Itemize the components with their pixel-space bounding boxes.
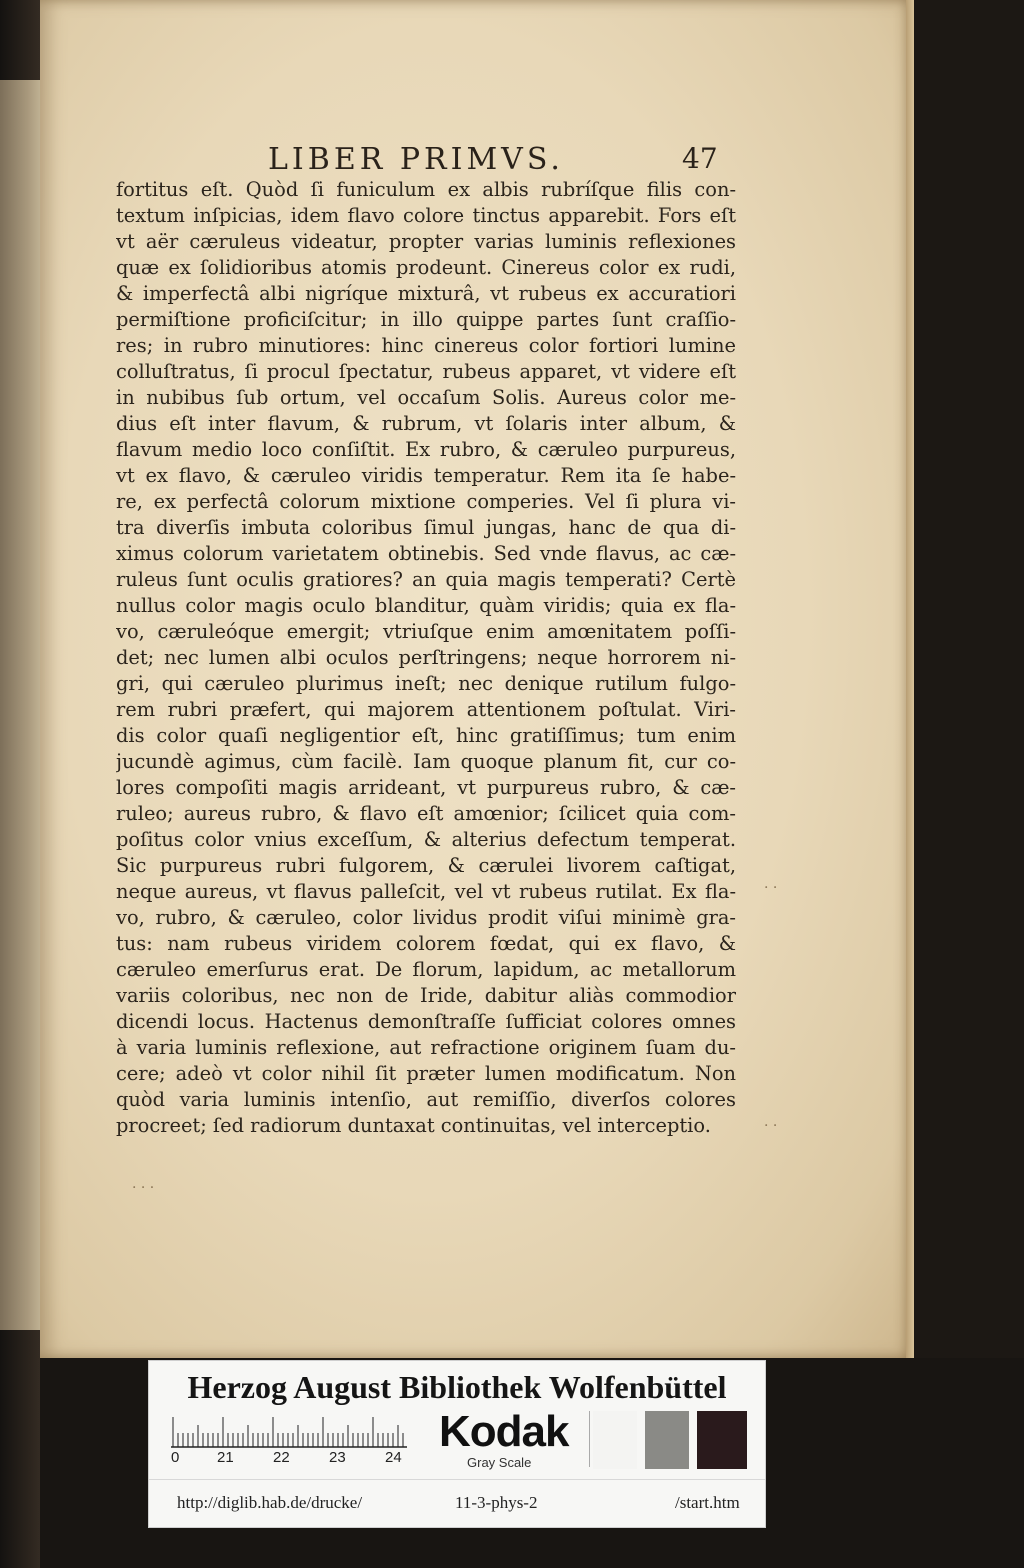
text-line: procreet; ſed radiorum duntaxat continuitas, vel interceptio. [116,1114,711,1137]
ruler-labels [169,1449,409,1469]
text-line: jucundè agimus, cùm facilè. Iam quoque planum fit, cur co- [116,750,736,773]
url-prefix: http://diglib.hab.de/drucke/ [177,1493,363,1512]
text-line: neque aureus, vt flavus palleſcit, vel vt rubeus rutilat. Ex fla- [116,880,736,903]
text-line: vo, cæruleóque emergit; vtriuſque enim amœnitatem poſſi- [116,620,736,643]
running-head: LIBER PRIMVS. [268,142,564,177]
text-line: poſitus color vnius exceſſum, & alterius defectum temperat. [116,828,736,851]
text-line: gri, qui cæruleo plurimus ineſt; nec denique rutilum fulgo- [116,672,736,695]
color-scale-card [148,1360,766,1528]
gray-scale-label: Gray Scale [467,1455,532,1470]
text-line: ruleus ſunt oculis gratiores? an quia magis temperati? Certè [116,568,736,591]
text-line: re, ex perfectâ colorum mixtione comperies. Vel ſi plura vi- [116,490,736,513]
ruler-scale [171,1413,407,1449]
text-line: det; nec lumen albi oculos perſtringens; neque horrorem ni- [116,646,736,669]
ruler-label: 21 [217,1449,234,1466]
text-line: cæruleo emerſurus erat. De florum, lapidum, ac metallorum [116,958,736,981]
page-number: 47 [682,142,718,175]
gray-patch-black [697,1411,747,1469]
ruler-label: 22 [273,1449,290,1466]
margin-mark: · · · [132,1180,155,1196]
gray-patch-gray [645,1411,689,1469]
text-line: ruleo; aureus rubro, & flavo eſt amœnior; ſcilicet quia com- [116,802,736,825]
text-line: ximus colorum varietatem obtinebis. Sed vnde flavus, ac cæ- [116,542,736,565]
text-line: rem rubri præfert, qui majorem attentionem poſtulat. Viri- [116,698,736,721]
text-line: tra diverſis imbuta coloribus ſimul jungas, hanc de qua di- [116,516,736,539]
text-line: cere; adeò vt color nihil ſit præter lumen modificatum. Non [116,1062,736,1085]
library-title: Herzog August Bibliothek Wolfenbüttel [187,1369,727,1405]
card-separator [589,1411,590,1467]
text-line: in nubibus ſub ortum, vel occaſum Solis. Aureus color me- [116,386,736,409]
ruler-label: 24 [385,1449,402,1466]
text-line: quæ ex ſolidioribus atomis prodeunt. Cinereus color ex rudi, [116,256,736,279]
ruler-label: 23 [329,1449,346,1466]
text-line: Sic purpureus rubri fulgorem, & cærulei livorem caſtigat, [116,854,736,877]
kodak-logo: Kodak [439,1407,569,1456]
text-line: nullus color magis oculo blanditur, quàm viridis; quia ex fla- [116,594,736,617]
text-line: tus: nam rubeus viridem colorem fœdat, qui ex flavo, & [116,932,736,955]
text-line: vt ex flavo, & cæruleo viridis temperatur. Rem ita ſe habe- [116,464,736,487]
margin-mark: · · [764,1118,778,1134]
text-line: dius eſt inter flavum, & rubrum, vt ſolaris inter album, & [116,412,736,435]
text-line: vo, rubro, & cæruleo, color lividus prodit viſui minimè gra- [116,906,736,929]
gray-patch-white [593,1411,637,1469]
text-line: & imperfectâ albi nigríque mixturâ, vt rubeus ex accuratiori [116,282,736,305]
text-line: variis coloribus, nec non de Iride, dabitur aliàs commodior [116,984,736,1007]
body-text [116,177,736,1139]
text-line: fortitus eſt. Quòd ſi funiculum ex albis rubríſque filis con- [116,178,736,201]
url-id: 11-3-phys-2 [455,1493,538,1512]
text-line: permiſtione proficiſcitur; in illo quippe partes ſunt craſſio- [116,308,736,331]
ruler-label: 0 [171,1449,180,1466]
text-line: textum inſpicias, idem flavo colore tinctus apparebit. Fors eſt [116,204,736,227]
card-divider [149,1479,765,1480]
text-line: lores compoſiti magis arrideant, vt purpureus rubro, & cæ- [116,776,736,799]
left-page-edge [0,80,40,1330]
text-line: vt aër cæruleus videatur, propter varias luminis reflexiones [116,230,736,253]
url-suffix: /start.htm [675,1493,740,1512]
page-right-edge [906,0,914,1358]
text-line: colluſtratus, ſi procul ſpectatur, rubeus apparet, vt videre eſt [116,360,736,383]
text-line: flavum medio loco conſiſtit. Ex rubro, & cæruleo purpureus, [116,438,736,461]
margin-mark: · · [764,880,778,896]
text-line: quòd varia luminis intenſio, aut remiſſio, diverſos colores [116,1088,736,1111]
text-line: dicendi locus. Hactenus demonſtraſſe ſufficiat colores omnes [116,1010,736,1033]
text-line: à varia luminis reflexione, aut refractione originem ſuam du- [116,1036,736,1059]
text-line: dis color quaſi negligentior eſt, hinc gratiſſimus; tum enim [116,724,736,747]
text-line: res; in rubro minutiores: hinc cinereus color fortiori lumine [116,334,736,357]
